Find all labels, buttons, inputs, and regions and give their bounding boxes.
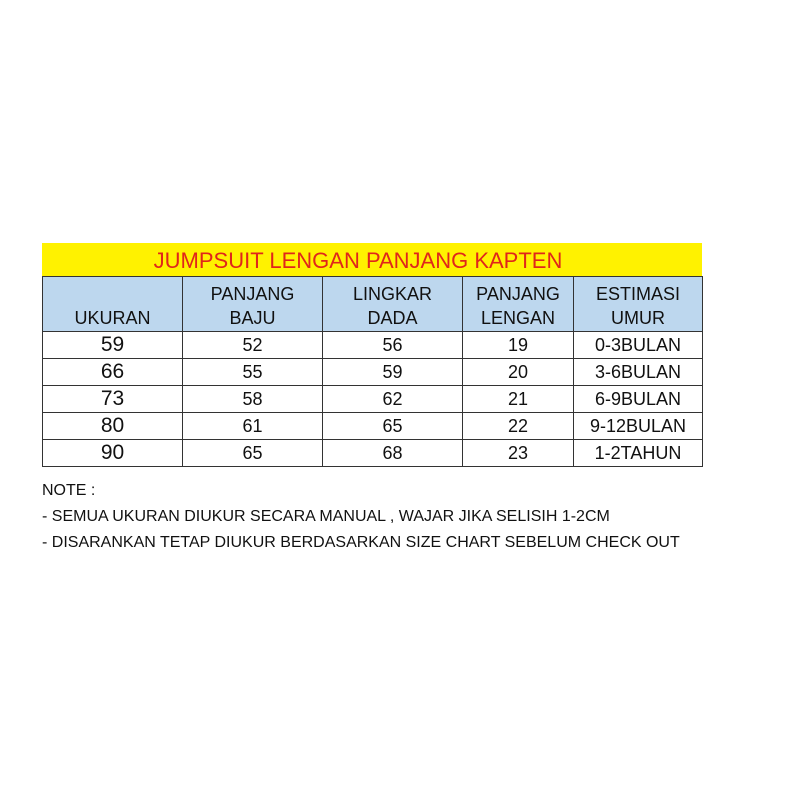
table-cell: 59 [323,359,463,386]
note-line: - DISARANKAN TETAP DIUKUR BERDASARKAN SIZE CHART SEBELUM CHECK OUT [42,534,680,551]
size-cell: 66 [43,359,183,386]
column-header [183,277,323,332]
note-label: NOTE : [42,482,96,499]
header-line: BAJU [229,308,276,328]
table-cell: 55 [183,359,323,386]
column-header [463,277,574,332]
header-line: UMUR [611,308,665,328]
table-cell: 22 [463,413,574,440]
column-header [323,277,463,332]
table-cell: 62 [323,386,463,413]
size-cell: 80 [43,413,183,440]
table-cell: 3-6BULAN [574,359,703,386]
size-cell: 73 [43,386,183,413]
column-header [43,277,183,332]
notes [42,478,680,556]
note-line: - SEMUA UKURAN DIUKUR SECARA MANUAL , WAJAR JIKA SELISIH 1-2CM [42,508,610,525]
header-line [43,282,182,306]
table-row [43,440,703,467]
table-cell: 1-2TAHUN [574,440,703,467]
table-row [43,332,703,359]
header-line: DADA [367,308,418,328]
table-row [43,359,703,386]
table-cell: 9-12BULAN [574,413,703,440]
size-chart [42,243,702,467]
header-line: PANJANG [210,284,295,304]
header-row [43,277,703,332]
table-cell: 58 [183,386,323,413]
table-row [43,386,703,413]
header-line: LENGAN [480,308,556,328]
header-line: PANJANG [476,284,560,304]
table-cell: 61 [183,413,323,440]
table-cell: 0-3BULAN [574,332,703,359]
table-cell: 6-9BULAN [574,386,703,413]
header-line: LINGKAR [352,284,433,304]
table-cell: 19 [463,332,574,359]
header-line: UKURAN [74,308,151,328]
table-cell: 65 [323,413,463,440]
table-cell: 65 [183,440,323,467]
chart-title: JUMPSUIT LENGAN PANJANG KAPTEN [42,243,702,276]
table-row [43,413,703,440]
size-table [42,276,703,467]
column-header [574,277,703,332]
table-cell: 23 [463,440,574,467]
table-cell: 20 [463,359,574,386]
size-cell: 90 [43,440,183,467]
size-cell: 59 [43,332,183,359]
table-cell: 68 [323,440,463,467]
table-cell: 52 [183,332,323,359]
header-line: ESTIMASI [595,284,680,304]
table-cell: 56 [323,332,463,359]
table-cell: 21 [463,386,574,413]
